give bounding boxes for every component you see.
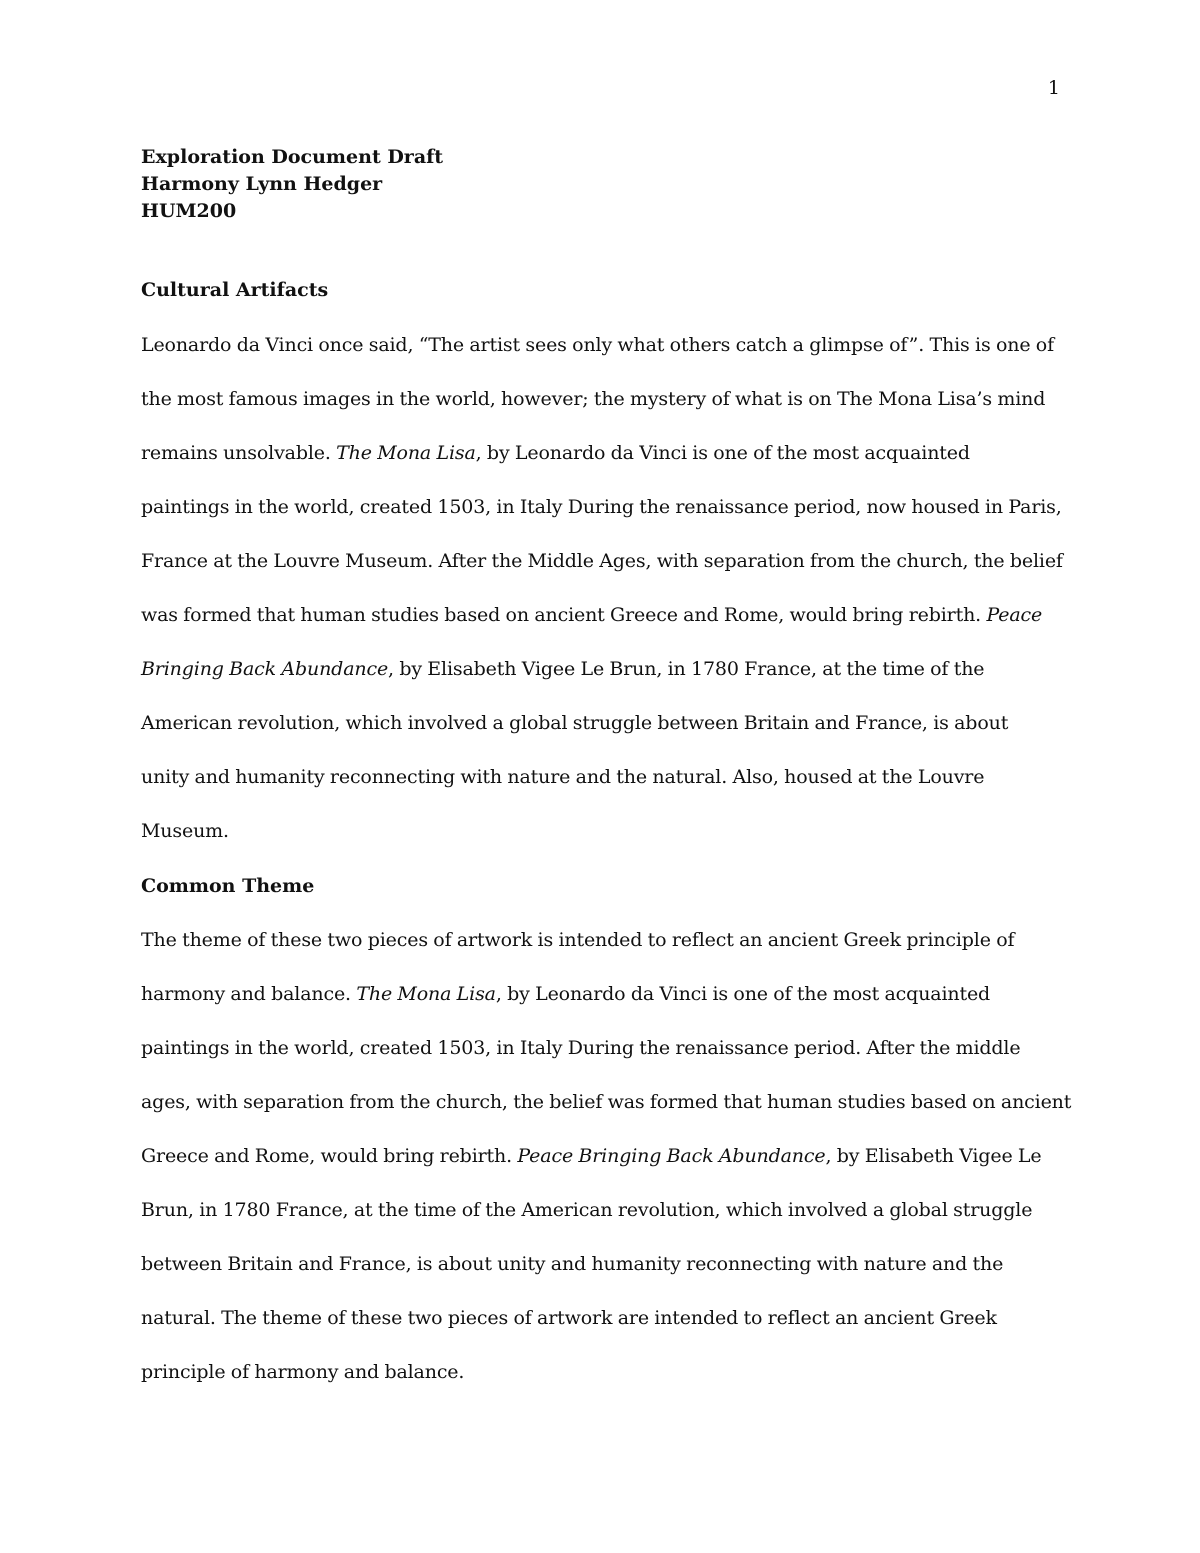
artwork-title: The Mona Lisa xyxy=(336,442,476,464)
text-line: the most famous images in the world, however; the mystery of what is on The Mona Lisa’s mind xyxy=(141,388,1046,410)
text-line: paintings in the world, created 1503, in Italy During the renaissance period, now housed in Paris, xyxy=(141,496,1062,518)
paragraph-common-theme xyxy=(141,913,1071,1399)
text-line: between Britain and France, is about unity and humanity reconnecting with nature and the xyxy=(141,1253,1004,1275)
text-line: American revolution, which involved a global struggle between Britain and France, is about xyxy=(141,712,1009,734)
artwork-title: Peace xyxy=(986,604,1043,626)
text-line: natural. The theme of these two pieces of artwork are intended to reflect an ancient Greek xyxy=(141,1307,997,1329)
page-number: 1 xyxy=(1047,77,1060,99)
course-code: HUM200 xyxy=(141,200,237,222)
artwork-title: Bringing Back Abundance xyxy=(141,658,389,680)
text-line: Greece and Rome, would bring rebirth. Peace Bringing Back Abundance, by Elisabeth Vigee Le xyxy=(141,1145,1042,1167)
text-line: remains unsolvable. The Mona Lisa, by Leonardo da Vinci is one of the most acquainted xyxy=(141,442,970,464)
text-line: The theme of these two pieces of artwork is intended to reflect an ancient Greek principle of xyxy=(141,929,1015,951)
text-line: France at the Louvre Museum. After the Middle Ages, with separation from the church, the belief xyxy=(141,550,1063,572)
paragraph-cultural-artifacts xyxy=(141,318,1071,858)
section-heading-cultural-artifacts: Cultural Artifacts xyxy=(141,279,329,301)
document-title: Exploration Document Draft xyxy=(141,146,444,168)
section-heading-common-theme: Common Theme xyxy=(141,875,315,897)
document-header xyxy=(141,144,443,225)
text-line: paintings in the world, created 1503, in Italy During the renaissance period. After the middle xyxy=(141,1037,1021,1059)
text-line: unity and humanity reconnecting with nature and the natural. Also, housed at the Louvre xyxy=(141,766,985,788)
text-line: was formed that human studies based on ancient Greece and Rome, would bring rebirth. Peace xyxy=(141,604,1043,626)
artwork-title: The Mona Lisa xyxy=(356,983,496,1005)
text-line: Bringing Back Abundance, by Elisabeth Vigee Le Brun, in 1780 France, at the time of the xyxy=(141,658,985,680)
author-name: Harmony Lynn Hedger xyxy=(141,173,383,195)
text-line: Leonardo da Vinci once said, “The artist sees only what others catch a glimpse of”. This is one of xyxy=(141,334,1054,356)
text-line: ages, with separation from the church, the belief was formed that human studies based on ancient xyxy=(141,1091,1072,1113)
artwork-title: Peace Bringing Back Abundance xyxy=(517,1145,826,1167)
text-line: harmony and balance. The Mona Lisa, by Leonardo da Vinci is one of the most acquainted xyxy=(141,983,991,1005)
text-line: principle of harmony and balance. xyxy=(141,1361,465,1383)
text-line: Brun, in 1780 France, at the time of the American revolution, which involved a global struggle xyxy=(141,1199,1033,1221)
text-line: Museum. xyxy=(141,820,229,842)
